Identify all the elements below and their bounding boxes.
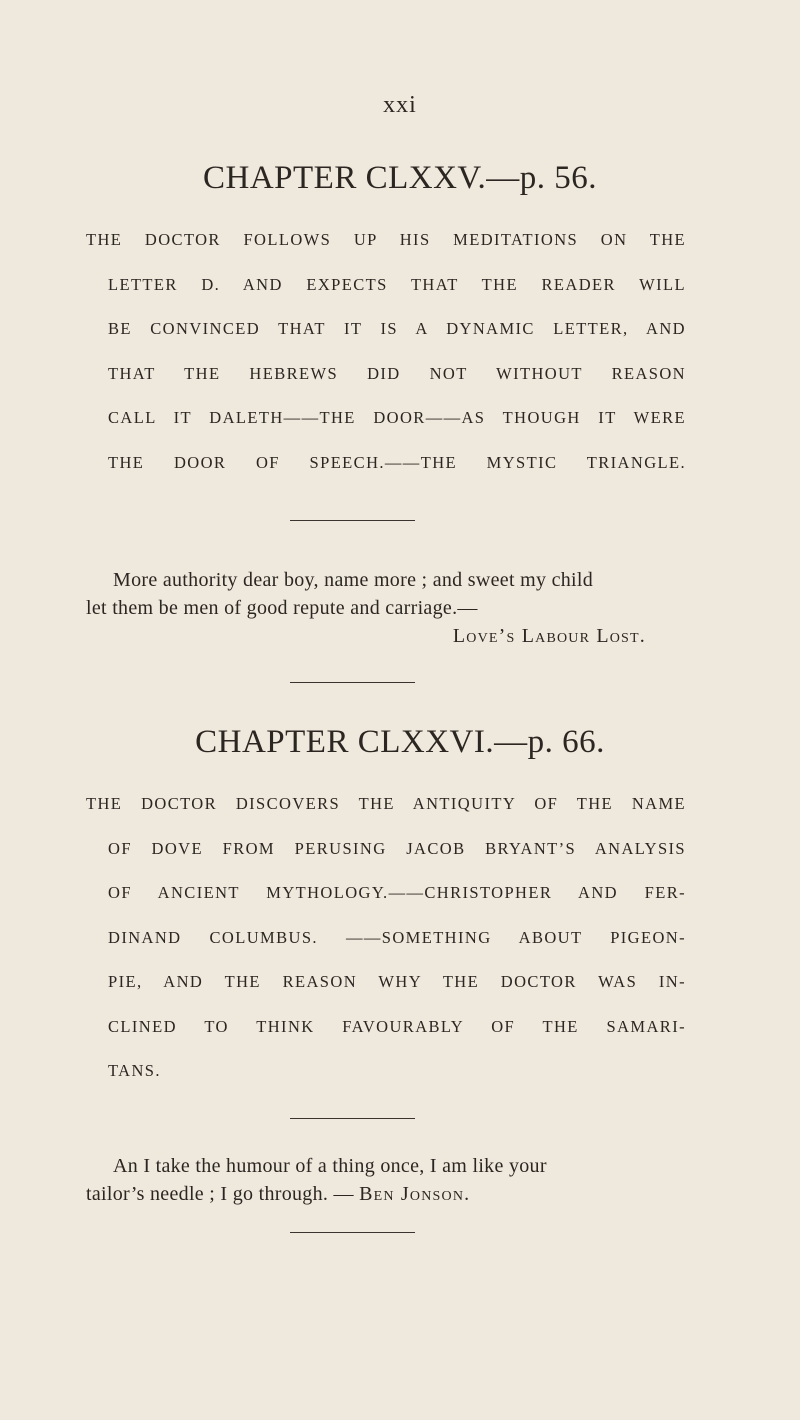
section-divider [290, 1118, 415, 1119]
summary-line: THE DOCTOR FOLLOWS UP HIS MEDITATIONS ON THE [86, 230, 686, 249]
summary-line: DINAND COLUMBUS. ——SOMETHING ABOUT PIGEON- [108, 927, 686, 947]
epigraph [86, 566, 646, 650]
epigraph-line: let them be men of good repute and carriage.— [86, 597, 478, 619]
epigraph-line: More authority dear boy, name more ; and sweet my child [113, 569, 594, 591]
summary-line: PIE, AND THE REASON WHY THE DOCTOR WAS IN- [108, 972, 686, 991]
summary-line: BE CONVINCED THAT IT IS A DYNAMIC LETTER, AND [108, 319, 686, 338]
epigraph-line: An I take the humour of a thing once, I am like your [113, 1155, 547, 1177]
chapter-summary [86, 782, 686, 1094]
chapter-summary [86, 218, 686, 485]
section-divider [290, 682, 415, 683]
epigraph-attribution: Love’s Labour Lost. [452, 625, 646, 647]
epigraph-attribution: Ben Jonson. [359, 1183, 471, 1205]
summary-line: THAT THE HEBREWS DID NOT WITHOUT REASON [108, 363, 686, 383]
chapter-heading: CHAPTER CLXXV.—p. 56. [202, 160, 597, 196]
chapter-heading: CHAPTER CLXXVI.—p. 66. [195, 724, 605, 760]
summary-line: TANS. [108, 1061, 161, 1080]
summary-line: LETTER D. AND EXPECTS THAT THE READER WILL [108, 274, 686, 294]
epigraph-attribution-line [86, 622, 646, 650]
summary-line: OF ANCIENT MYTHOLOGY.——CHRISTOPHER AND FER- [108, 883, 686, 902]
section-divider [290, 520, 415, 521]
page-number: xxi [383, 92, 417, 118]
summary-line: OF DOVE FROM PERUSING JACOB BRYANT’S ANALYSIS [108, 838, 686, 858]
summary-line: THE DOCTOR DISCOVERS THE ANTIQUITY OF THE NAME [86, 794, 686, 813]
epigraph-line [86, 1180, 646, 1208]
summary-line: THE DOOR OF SPEECH.——THE MYSTIC TRIANGLE. [108, 452, 686, 472]
epigraph-text: tailor’s needle ; I go through. — [86, 1183, 360, 1205]
summary-line: CLINED TO THINK FAVOURABLY OF THE SAMARI- [108, 1016, 686, 1036]
summary-line: CALL IT DALETH——THE DOOR——AS THOUGH IT WERE [108, 408, 686, 427]
section-divider [290, 1232, 415, 1233]
epigraph [86, 1152, 646, 1208]
